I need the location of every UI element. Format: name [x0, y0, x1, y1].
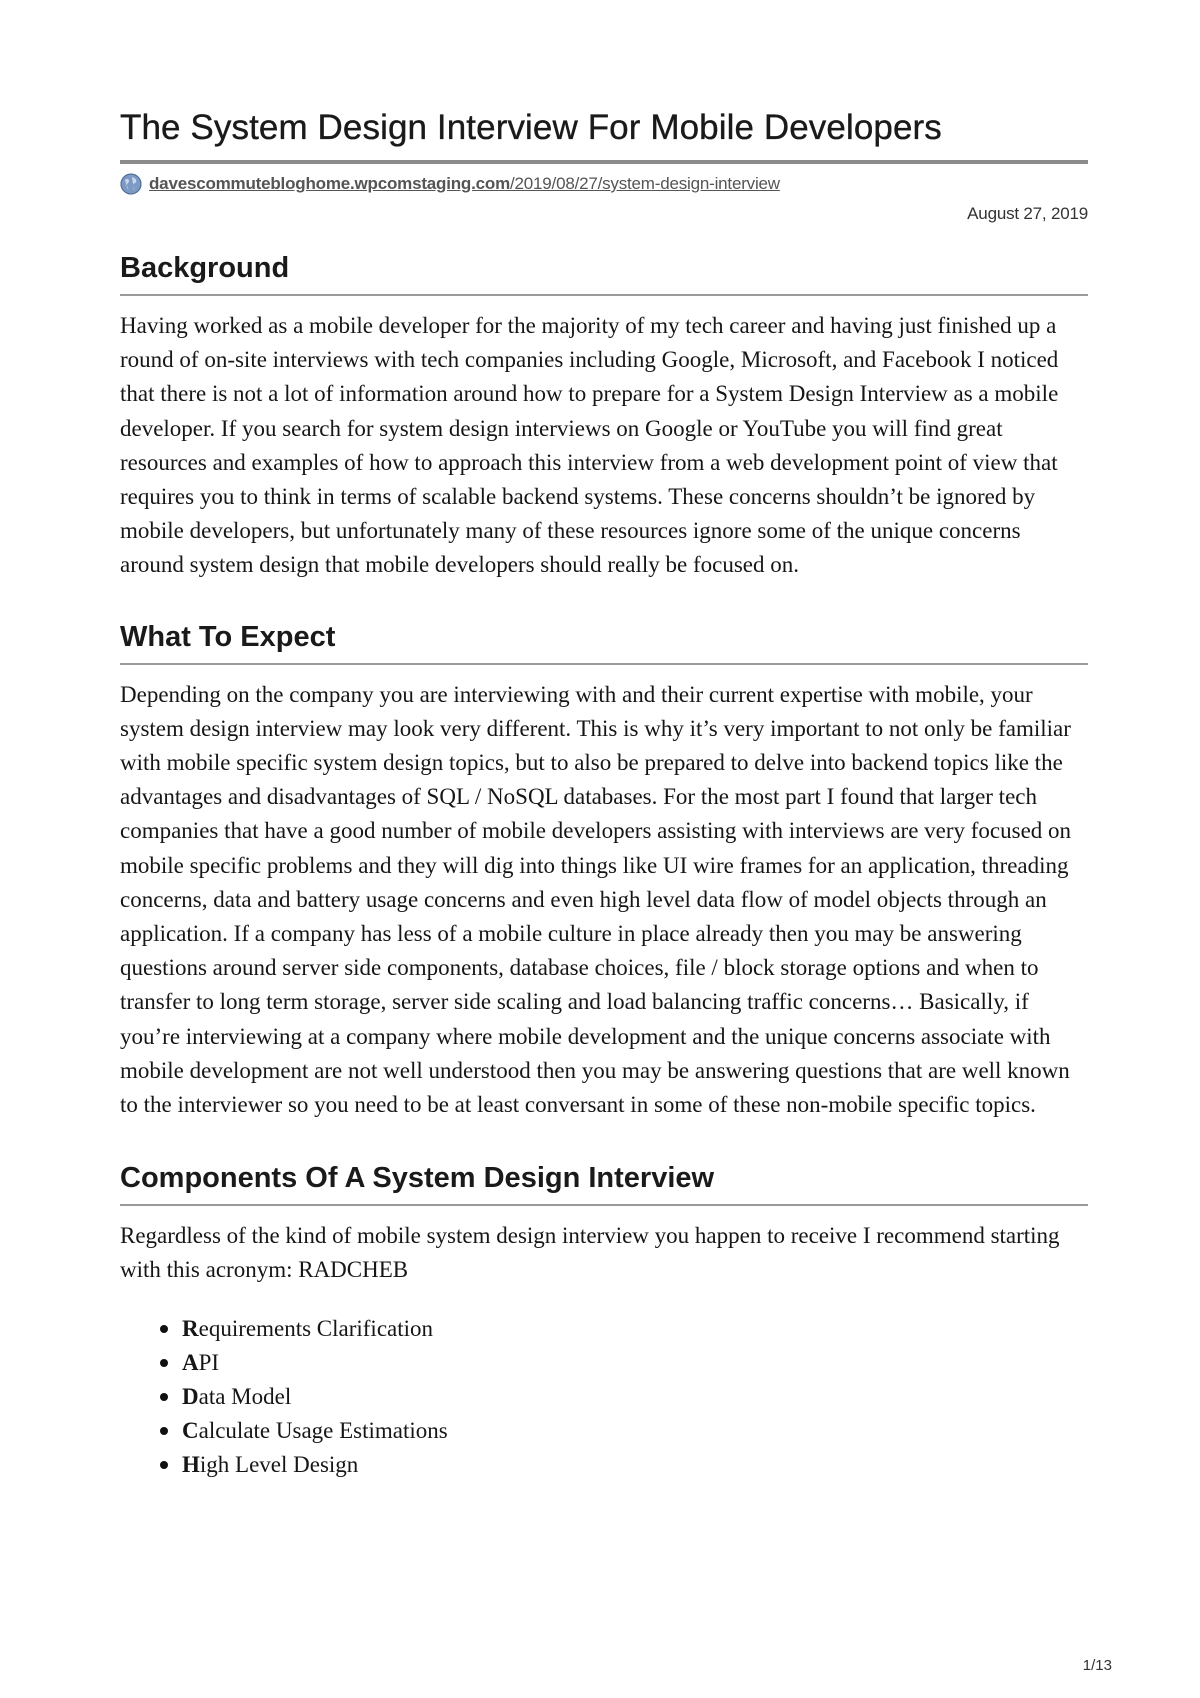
list-item-initial: A [182, 1349, 199, 1375]
list-item [160, 1380, 1088, 1414]
list-item-text: ata Model [198, 1383, 292, 1409]
list-item-text: igh Level Design [199, 1451, 359, 1477]
section-heading: Background [120, 252, 1088, 296]
page-number: 1/13 [1082, 1657, 1112, 1674]
list-item-text: alculate Usage Estimations [198, 1417, 448, 1443]
list-item-initial: H [182, 1451, 200, 1477]
list-item-initial: D [182, 1383, 199, 1409]
bullet-icon [160, 1393, 168, 1401]
section-heading: Components Of A System Design Interview [120, 1162, 1088, 1206]
section-components [120, 1162, 1088, 1481]
section-heading: What To Expect [120, 621, 1088, 665]
list-item-initial: C [182, 1417, 199, 1443]
source-domain: davescommutebloghome.wpcomstaging.com [149, 174, 510, 193]
bullet-icon [160, 1461, 168, 1469]
globe-icon [120, 173, 142, 195]
section-what-to-expect [120, 621, 1088, 1123]
list-item-text: equirements Clarification [198, 1315, 434, 1341]
paragraph: Having worked as a mobile developer for the majority of my tech career and having just finished up a round of on-site interviews with tech companies including Google, Microsoft, and Facebook I noticed that there is not a lot of information around how to prepare for a System Design Interview as a mobile developer. If you search for system design interviews on Google or YouTube you will find great resources and examples of how to approach this interview from a web development point of view that requires you to think in terms of scalable backend systems. These concerns shouldn’t be ignored by mobile developers, but unfortunately many of these resources ignore some of the unique concerns around system design that mobile developers should really be focused on. [120, 313, 1059, 578]
list-item [160, 1448, 1088, 1482]
source-link[interactable] [149, 174, 780, 194]
article [120, 108, 1088, 1482]
source-path: /2019/08/27/system-design-interview [510, 174, 780, 193]
bullet-icon [160, 1427, 168, 1435]
list-item [160, 1312, 1088, 1346]
list-item-text: PI [198, 1349, 220, 1375]
list-item-initial: R [182, 1315, 199, 1341]
source-row [120, 173, 1088, 195]
bullet-icon [160, 1325, 168, 1333]
paragraph: Depending on the company you are interviewing with and their current expertise with mobile, your system design interview may look very different. This is why it’s very important to not only be familiar with mobile specific system design topics, but to also be prepared to delve into backend topics like the advantages and disadvantages of SQL / NoSQL databases. For the most part I found that larger tech companies that have a good number of mobile developers assisting with interviews are very focused on mobile specific problems and they will dig into things like UI wire frames for an application, threading concerns, data and battery usage concerns and even high level data flow of model objects through an application. If a company has less of a mobile culture in place already then you may be answering questions around server side components, database choices, file / block storage options and when to transfer to long term storage, server side scaling and load balancing traffic concerns… Basically, if you’re interviewing at a company where mobile development and the unique concerns associate with mobile development are not well understood then you may be answering questions that are well known to the interviewer so you need to be at least conversant in some of these non-mobile specific topics. [120, 681, 1072, 1118]
list-item [160, 1346, 1088, 1380]
section-background [120, 252, 1088, 583]
article-title: The System Design Interview For Mobile Developers [120, 108, 1088, 164]
publish-date: August 27, 2019 [967, 204, 1088, 223]
radcheb-list [120, 1312, 1088, 1482]
paragraph: Regardless of the kind of mobile system design interview you happen to receive I recommend starting with this acronym: RADCHEB [120, 1223, 1060, 1283]
bullet-icon [160, 1359, 168, 1367]
list-item [160, 1414, 1088, 1448]
